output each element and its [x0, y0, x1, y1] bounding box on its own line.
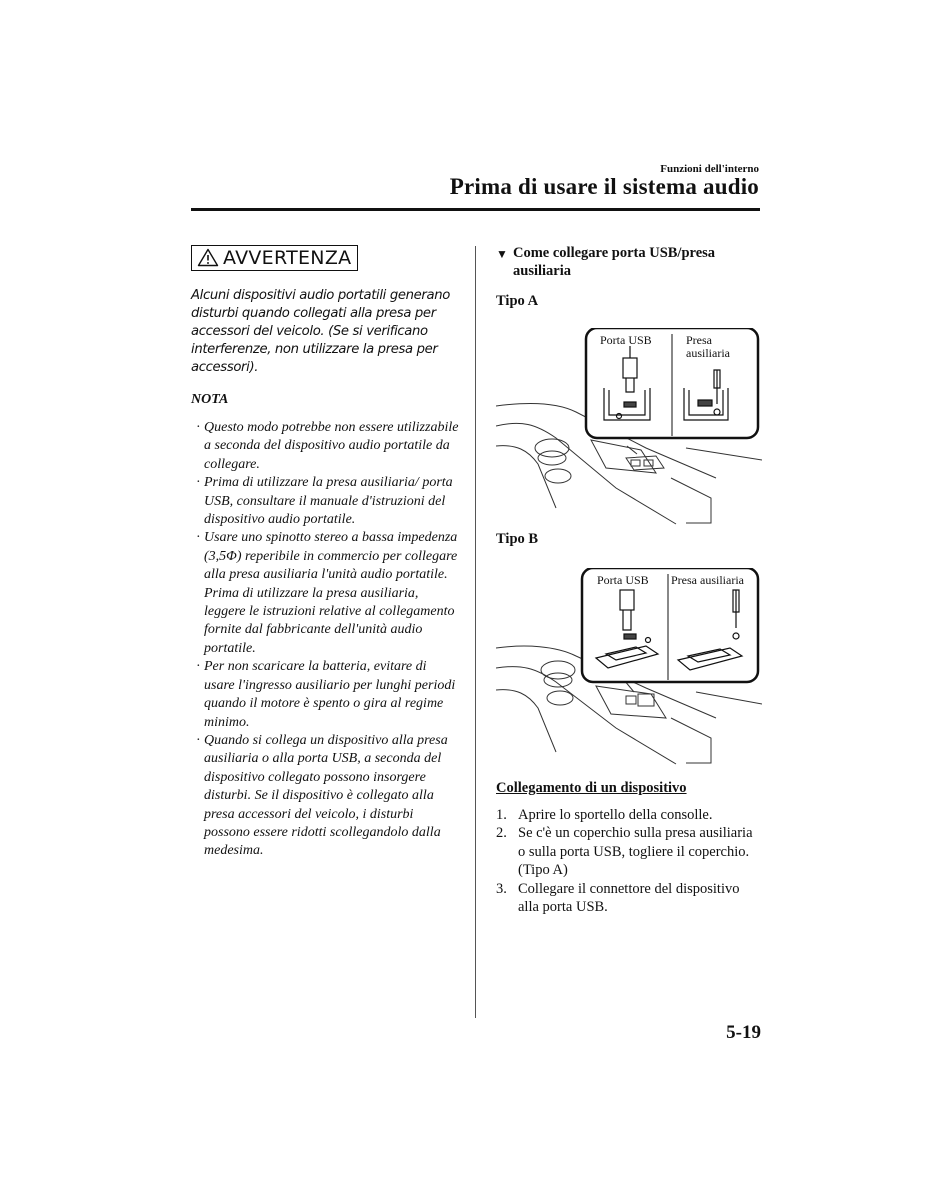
step-text: Se c'è un coperchio sulla presa ausiliaria o sulla porta USB, togliere il coperchio. (Tipo A) [518, 825, 753, 879]
left-column [191, 245, 459, 861]
step-text: Aprire lo sportello della consolle. [518, 807, 713, 823]
header-rule [191, 208, 760, 211]
step-item [496, 824, 762, 879]
subheading-text: Come collegare porta USB/presa ausiliaria [513, 245, 716, 279]
note-item: · Usare uno spinotto stereo a bassa impedenza (3,5Φ) reperibile in commercio per collegare alla presa ausiliaria l'unità audio portatile. Prima di utilizzare la presa ausiliaria, leggere le istruzioni relative al collegamento fornite dal fabbricante dell'unità audio portatile. [191, 529, 459, 658]
aux-jack-label-a-line2: ausiliaria [686, 346, 730, 360]
note-item: · Prima di utilizzare la presa ausiliaria/ porta USB, consultare il manuale d'istruzioni del dispositivo audio portatile. [191, 474, 459, 529]
step-number: 2. [496, 825, 507, 842]
aux-jack-label-b: Presa ausiliaria [671, 573, 744, 587]
warning-title: AVVERTENZA [223, 246, 352, 269]
warning-box [191, 245, 358, 271]
step-item [496, 880, 762, 917]
triangle-down-icon: ▼ [496, 247, 508, 261]
note-item: · Questo modo potrebbe non essere utilizzabile a seconda del dispositivo audio portatile da collegare. [191, 419, 459, 474]
usb-port-label-a: Porta USB [600, 333, 652, 347]
step-text: Collegare il connettore del dispositivo alla porta USB. [518, 880, 740, 916]
step-number: 3. [496, 880, 507, 897]
note-list [191, 419, 459, 861]
warning-triangle-icon [197, 248, 219, 267]
subheading [496, 244, 762, 280]
warning-text: Alcuni dispositivi audio portatili generano disturbi quando collegati alla presa per accessori del veicolo. (Se si verificano interferenze, non utilizzare la presa per accessori). [191, 288, 450, 375]
step-item [496, 806, 762, 824]
column-divider [475, 246, 476, 1018]
figure-b-label: Tipo B [496, 531, 539, 547]
aux-jack-label-a-line1: Presa [686, 333, 712, 347]
connection-steps [496, 806, 762, 916]
figure-type-b [496, 568, 762, 768]
right-column [496, 244, 762, 916]
figure-a-label: Tipo A [496, 293, 539, 309]
page-title: Prima di usare il sistema audio [449, 174, 759, 199]
section-label: Funzioni dell'interno [660, 163, 759, 175]
step-number: 1. [496, 807, 507, 823]
note-item: · Per non scaricare la batteria, evitare di usare l'ingresso ausiliario per lunghi periodi quando il motore è spento o gira al regime minimo. [191, 658, 459, 732]
page-number: 5-19 [726, 1022, 761, 1043]
usb-port-label-b: Porta USB [597, 573, 649, 587]
connection-heading: Collegamento di un dispositivo [496, 780, 687, 796]
figure-type-a [496, 328, 762, 528]
note-item: · Quando si collega un dispositivo alla presa ausiliaria o alla porta USB, a seconda del dispositivo collegato possono insorgere disturbi. Se il dispositivo è collegato alla presa accessori del veicolo, i disturbi possono essere ridotti scollegandolo dalla medesima. [191, 732, 459, 861]
note-title: NOTA [191, 392, 229, 407]
